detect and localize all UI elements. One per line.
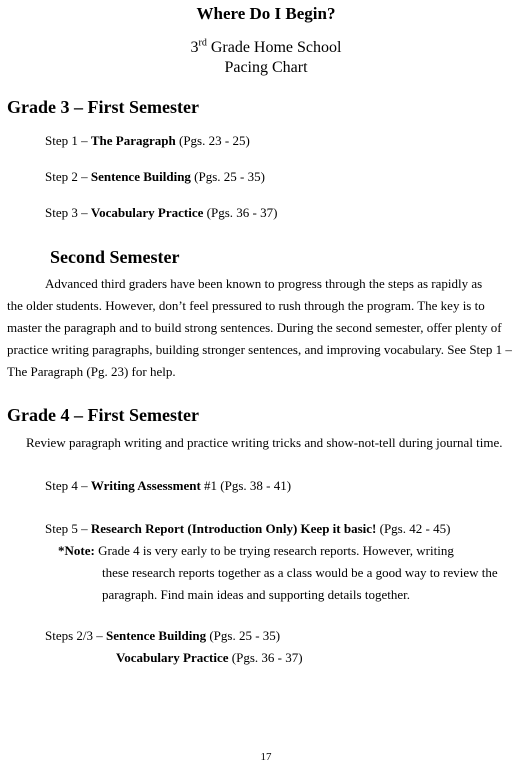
step-prefix: Step 3 – [45,205,91,220]
paragraph-body: the older students. However, don’t feel pressured to rush through the program. The key is to master the paragraph and to build strong sentences. During the second semester, offer plenty of practice writing paragraphs, building stronger sentences, and improving vocabulary. See Step 1 – The Paragraph (Pg. 23) for help. [7,298,512,379]
grade3-heading: Grade 3 – First Semester [7,97,199,117]
step-name: The Paragraph [90,133,176,148]
step-name: Sentence Building [90,169,191,184]
step-name: Vocabulary Practice [90,205,204,220]
step-name: Writing Assessment [90,478,201,493]
paragraph-first-line: Advanced third graders have been known to progress through the steps as rapidly as [45,276,483,291]
note-label: *Note: [58,543,95,558]
grade4-steps-2-3-vocab [116,650,303,666]
grade4-note [58,540,498,606]
grade3-step-2 [45,169,265,185]
subtitle-line-1 [0,38,532,58]
page-subtitle [0,38,532,78]
step-name: Vocabulary Practice [116,650,229,665]
step-pages: (Pgs. 25 - 35) [190,169,265,184]
step-pages: (Pgs. 25 - 35) [206,628,281,643]
step-prefix: Step 1 – [45,133,91,148]
page-title: Where Do I Begin? [196,4,336,23]
subtitle-ordinal: rd [198,37,207,49]
step-prefix: Step 2 – [45,169,91,184]
step-pages: (Pgs. 23 - 25) [175,133,250,148]
second-semester-paragraph [7,273,519,383]
step-prefix: Step 5 – [45,521,91,536]
note-first-line [58,540,498,562]
step-pages: (Pgs. 36 - 37) [203,205,278,220]
step-prefix: Steps 2/3 – [45,628,107,643]
grade3-step-1 [45,133,250,149]
subtitle-line-2: Pacing Chart [224,59,308,76]
step-name: Research Report (Introduction Only) Keep it basic! [90,521,377,536]
step-prefix: Step 4 – [45,478,91,493]
grade4-steps-2-3 [45,628,280,644]
grade4-intro: Review paragraph writing and practice writing tricks and show-not-tell during journal time. [26,435,503,450]
step-name: Sentence Building [106,628,207,643]
note-first-text: Grade 4 is very early to be trying research reports. However, writing [94,543,454,558]
grade4-heading: Grade 4 – First Semester [7,405,199,425]
second-semester-heading: Second Semester [50,247,180,267]
subtitle-grade-number: 3 [190,39,199,56]
grade3-step-3 [45,205,277,221]
grade4-step-4 [45,478,291,494]
step-pages: (Pgs. 42 - 45) [376,521,451,536]
subtitle-line-1-text: Grade Home School [206,39,342,56]
grade4-step-5 [45,521,450,537]
note-body: these research reports together as a class would be a good way to review the paragraph. Find main ideas and supporting details together. [102,565,498,602]
page-number: 17 [260,751,272,763]
step-pages: #1 (Pgs. 38 - 41) [200,478,292,493]
step-pages: (Pgs. 36 - 37) [228,650,303,665]
